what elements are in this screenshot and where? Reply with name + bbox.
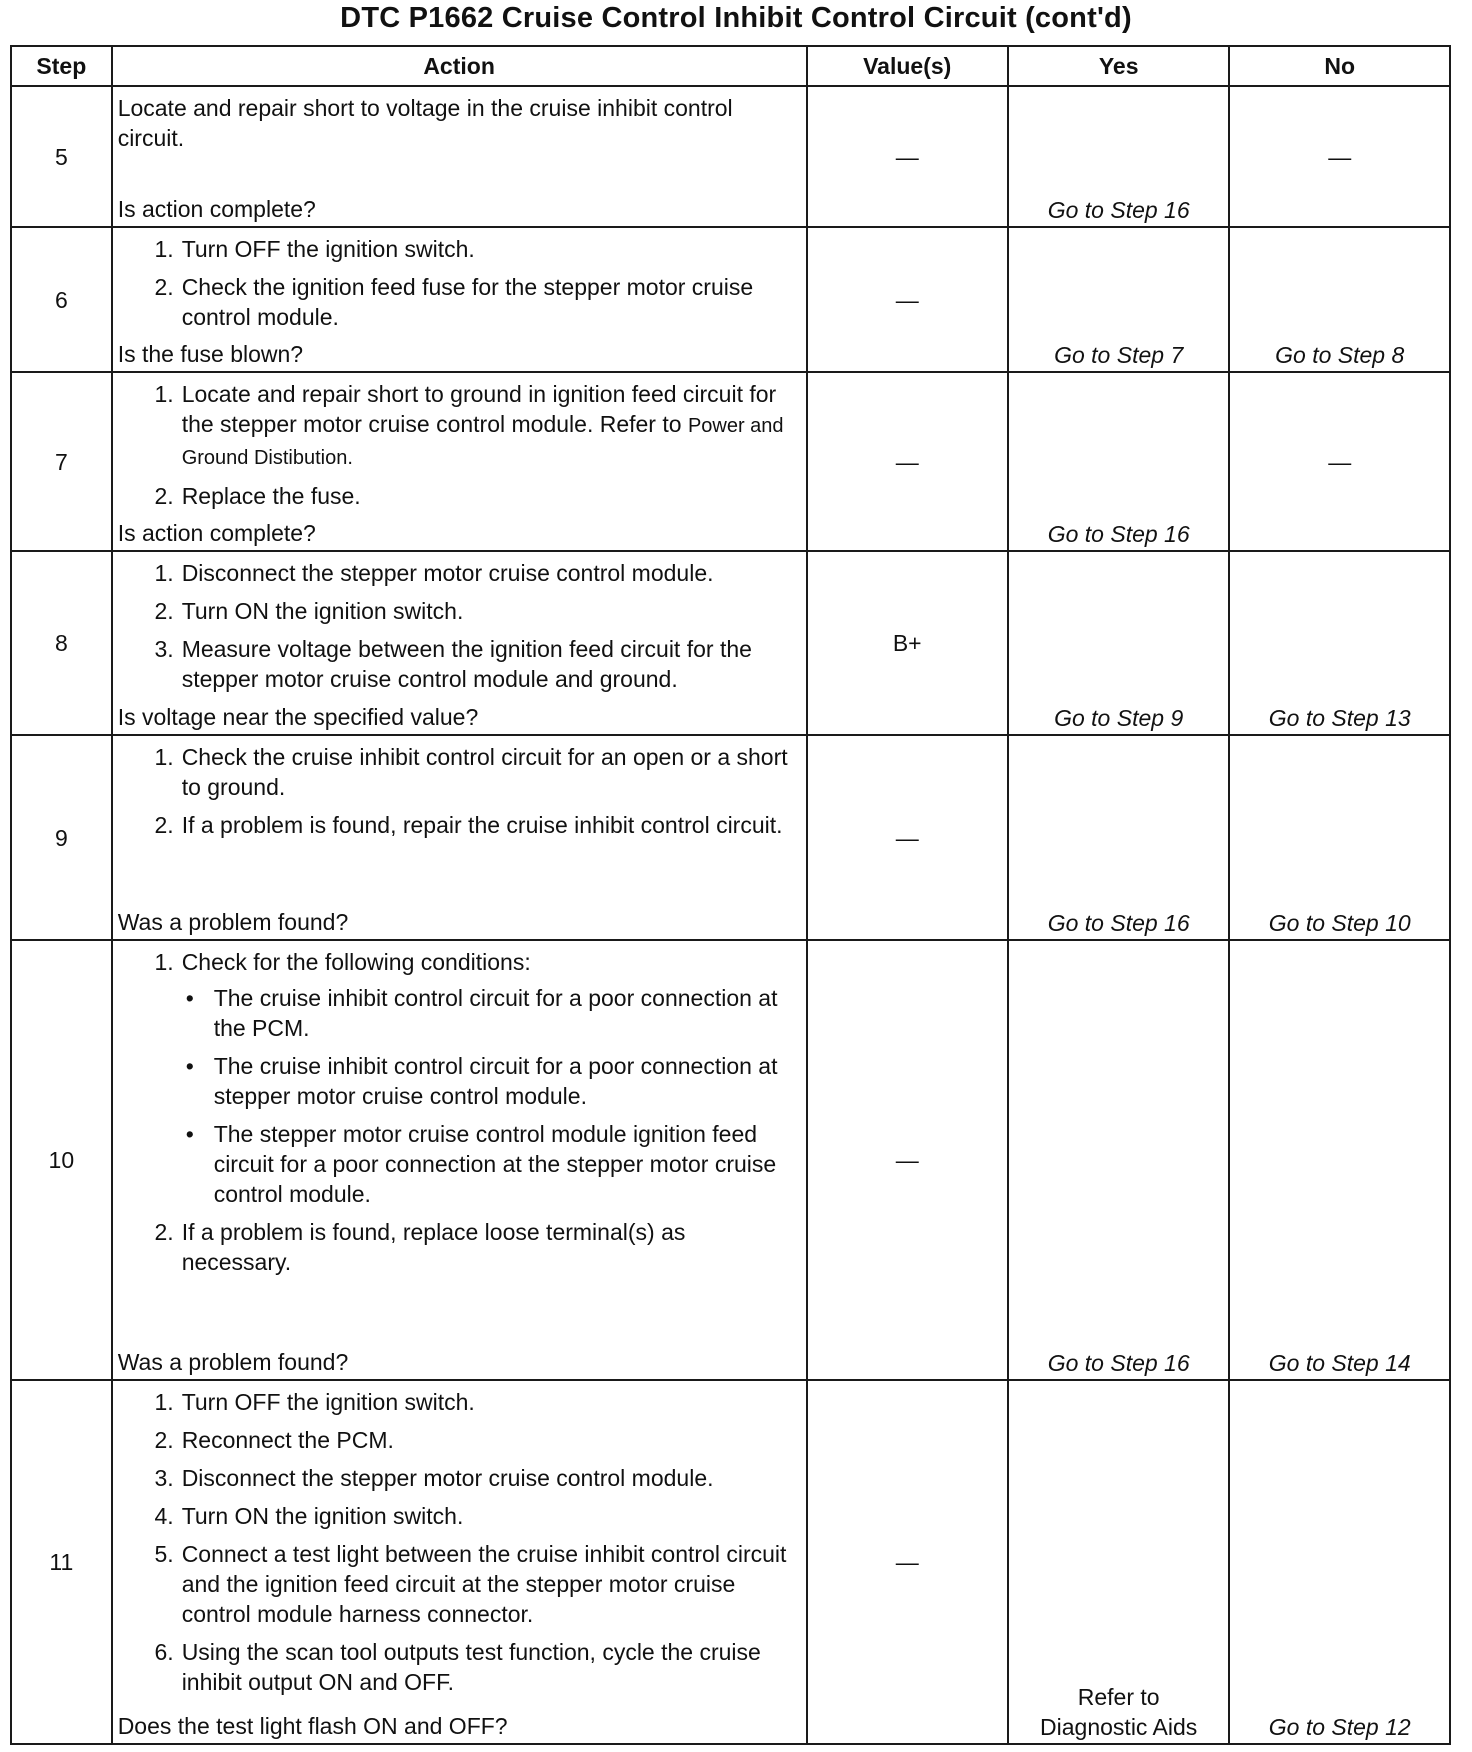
table-row-step-9 <box>11 735 1450 940</box>
list-item-text: The stepper motor cruise control module ignition feed circuit for a poor connection at the stepper motor cruise control module. <box>213 1121 777 1207</box>
yes-link[interactable]: Go to Step 16 <box>1047 910 1190 936</box>
action-question: Was a problem found? <box>117 909 349 935</box>
action-steps <box>118 558 798 694</box>
no-cell <box>1229 735 1450 940</box>
list-item-text: Using the scan tool outputs test function, cycle the cruise inhibit output ON and OFF. <box>181 1639 761 1695</box>
no-cell: — <box>1229 372 1450 551</box>
list-item: 2. Replace the fuse. <box>154 483 361 509</box>
no-cell <box>1229 227 1450 372</box>
header-action: Action <box>112 46 807 86</box>
step-number: 9 <box>11 735 112 940</box>
list-item: 2. If a problem is found, replace loose terminal(s) as necessary. <box>154 1219 686 1275</box>
list-item-text: Turn ON the ignition switch. <box>181 1503 464 1529</box>
list-item-text: Measure voltage between the ignition feed circuit for the stepper motor cruise control module and ground. <box>181 636 752 692</box>
list-item-text: Check the cruise inhibit control circuit for an open or a short to ground. <box>181 744 788 800</box>
list-item: 2. If a problem is found, repair the cruise inhibit control circuit. <box>154 812 783 838</box>
header-yes: Yes <box>1008 46 1230 86</box>
value-cell: — <box>807 372 1008 551</box>
yes-link[interactable]: Go to Step 16 <box>1047 197 1190 223</box>
list-item: 1. Check for the following conditions: • The cruise inhibit control circuit for a poor connection at the PCM. • The cruise inhibit control circuit for a poor connection at stepper motor cruise control module. • The stepper motor cruise control module ignition feed circuit for a poor connection at the stepper motor cruise control module. <box>146 947 798 1209</box>
table-row-step-8 <box>11 551 1450 735</box>
step-number: 5 <box>11 86 112 227</box>
table-row-step-6 <box>11 227 1450 372</box>
action-cell <box>112 551 807 735</box>
list-item: 2. Check the ignition feed fuse for the stepper motor cruise control module. <box>154 274 754 330</box>
action-cell <box>112 735 807 940</box>
list-item: 1. Turn OFF the ignition switch. <box>154 236 475 262</box>
step-number: 8 <box>11 551 112 735</box>
yes-link[interactable]: Go to Step 7 <box>1054 342 1184 368</box>
no-link[interactable]: Go to Step 8 <box>1275 342 1405 368</box>
header-step: Step <box>11 46 112 86</box>
value-cell: — <box>807 1380 1008 1744</box>
header-values: Value(s) <box>807 46 1008 86</box>
list-item-text: The cruise inhibit control circuit for a poor connection at stepper motor cruise control module. <box>213 1053 778 1109</box>
no-cell <box>1229 940 1450 1380</box>
page-title: DTC P1662 Cruise Control Inhibit Control Circuit (cont'd) <box>340 2 1132 34</box>
yes-cell <box>1008 86 1230 227</box>
step-number: 6 <box>11 227 112 372</box>
list-item-text: Disconnect the stepper motor cruise control module. <box>181 560 714 586</box>
action-steps <box>118 234 798 332</box>
list-item-text: Turn OFF the ignition switch. <box>181 236 475 262</box>
table-header-row <box>11 46 1450 86</box>
list-item: 2. Turn ON the ignition switch. <box>154 598 464 624</box>
no-cell <box>1229 551 1450 735</box>
yes-cell <box>1008 227 1230 372</box>
action-cell <box>112 940 807 1380</box>
list-item-text: Disconnect the stepper motor cruise control module. <box>181 1465 714 1491</box>
yes-cell <box>1008 551 1230 735</box>
list-item: 4. Turn ON the ignition switch. <box>154 1503 464 1529</box>
list-item: 5. Connect a test light between the cruise inhibit control circuit and the ignition feed circuit at the stepper motor cruise control module harness connector. <box>154 1541 787 1627</box>
list-item-text: Locate and repair short to ground in ignition feed circuit for the stepper motor cruise control module. Refer to <box>181 381 777 437</box>
list-item-text: Turn OFF the ignition switch. <box>181 1389 475 1415</box>
value-cell: — <box>807 735 1008 940</box>
no-link[interactable]: Go to Step 14 <box>1268 1350 1411 1376</box>
action-question: Was a problem found? <box>117 1349 349 1375</box>
header-no: No <box>1229 46 1450 86</box>
yes-cell <box>1008 735 1230 940</box>
list-item-text: Check the ignition feed fuse for the stepper motor cruise control module. <box>181 274 754 330</box>
no-cell: — <box>1229 86 1450 227</box>
condition-list <box>182 983 798 1209</box>
step-number: 7 <box>11 372 112 551</box>
action-question: Is action complete? <box>117 520 316 546</box>
action-question: Is the fuse blown? <box>117 341 304 367</box>
reference-link[interactable]: Power and Ground Distibution. <box>181 415 784 469</box>
table-row-step-7 <box>11 372 1450 551</box>
table-row-step-5 <box>11 86 1450 227</box>
table-row-step-11 <box>11 1380 1450 1744</box>
list-item: 2. Reconnect the PCM. <box>154 1427 394 1453</box>
action-cell <box>112 372 807 551</box>
list-item-text: Connect a test light between the cruise inhibit control circuit and the ignition feed circuit at the stepper motor cruise control module harness connector. <box>181 1541 787 1627</box>
yes-cell <box>1008 940 1230 1380</box>
no-link[interactable]: Go to Step 12 <box>1268 1714 1411 1740</box>
yes-cell <box>1008 372 1230 551</box>
step-number: 11 <box>11 1380 112 1744</box>
yes-link[interactable]: Go to Step 16 <box>1047 1350 1190 1376</box>
action-cell <box>112 86 807 227</box>
value-cell: B+ <box>807 551 1008 735</box>
action-steps <box>118 742 798 840</box>
list-item-text: The cruise inhibit control circuit for a poor connection at the PCM. <box>213 985 778 1041</box>
list-item: 1. Turn OFF the ignition switch. <box>154 1389 475 1415</box>
diagnostic-table <box>10 45 1451 1745</box>
list-item: • The cruise inhibit control circuit for a poor connection at the PCM. <box>185 985 778 1041</box>
action-text: Locate and repair short to voltage in the cruise inhibit control circuit. <box>117 95 733 151</box>
value-cell: — <box>807 86 1008 227</box>
list-item-text: If a problem is found, repair the cruise inhibit control circuit. <box>181 812 783 838</box>
list-item: • The cruise inhibit control circuit for a poor connection at stepper motor cruise control module. <box>185 1053 778 1109</box>
no-link[interactable]: Go to Step 13 <box>1268 705 1411 731</box>
action-cell <box>112 1380 807 1744</box>
yes-reference-line1: Refer to <box>1077 1684 1160 1710</box>
yes-link[interactable]: Go to Step 16 <box>1047 521 1190 547</box>
value-cell: — <box>807 940 1008 1380</box>
yes-cell <box>1008 1380 1230 1744</box>
list-item: 1. Check the cruise inhibit control circuit for an open or a short to ground. <box>154 744 788 800</box>
list-item-text: Reconnect the PCM. <box>181 1427 394 1453</box>
yes-reference[interactable] <box>1009 1682 1229 1742</box>
list-item-text: Turn ON the ignition switch. <box>181 598 464 624</box>
table-row-step-10 <box>11 940 1450 1380</box>
no-cell <box>1229 1380 1450 1744</box>
step-number: 10 <box>11 940 112 1380</box>
list-item-text: If a problem is found, replace loose terminal(s) as necessary. <box>181 1219 686 1275</box>
no-link[interactable]: Go to Step 10 <box>1268 910 1411 936</box>
yes-reference-line2: Diagnostic Aids <box>1040 1714 1198 1740</box>
list-item: • The stepper motor cruise control module ignition feed circuit for a poor connection at the stepper motor cruise control module. <box>185 1121 777 1207</box>
action-steps <box>118 379 798 511</box>
list-item: 3. Measure voltage between the ignition feed circuit for the stepper motor cruise control module and ground. <box>154 636 752 692</box>
action-question: Does the test light flash ON and OFF? <box>117 1713 508 1739</box>
list-item: 3. Disconnect the stepper motor cruise control module. <box>154 1465 714 1491</box>
action-question: Is action complete? <box>117 196 316 222</box>
list-item-text: Check for the following conditions: <box>181 949 531 975</box>
list-item-text: Replace the fuse. <box>181 483 361 509</box>
action-steps <box>118 1387 798 1697</box>
yes-link[interactable]: Go to Step 9 <box>1054 705 1184 731</box>
value-cell: — <box>807 227 1008 372</box>
action-steps <box>118 947 798 1277</box>
list-item: 1. Disconnect the stepper motor cruise control module. <box>154 560 714 586</box>
action-question: Is voltage near the specified value? <box>117 704 479 730</box>
list-item: 1. Locate and repair short to ground in ignition feed circuit for the stepper motor cruise control module. Refer to Power and Ground Distibution. <box>154 381 784 469</box>
list-item: 6. Using the scan tool outputs test function, cycle the cruise inhibit output ON and OFF. <box>154 1639 761 1695</box>
action-cell <box>112 227 807 372</box>
